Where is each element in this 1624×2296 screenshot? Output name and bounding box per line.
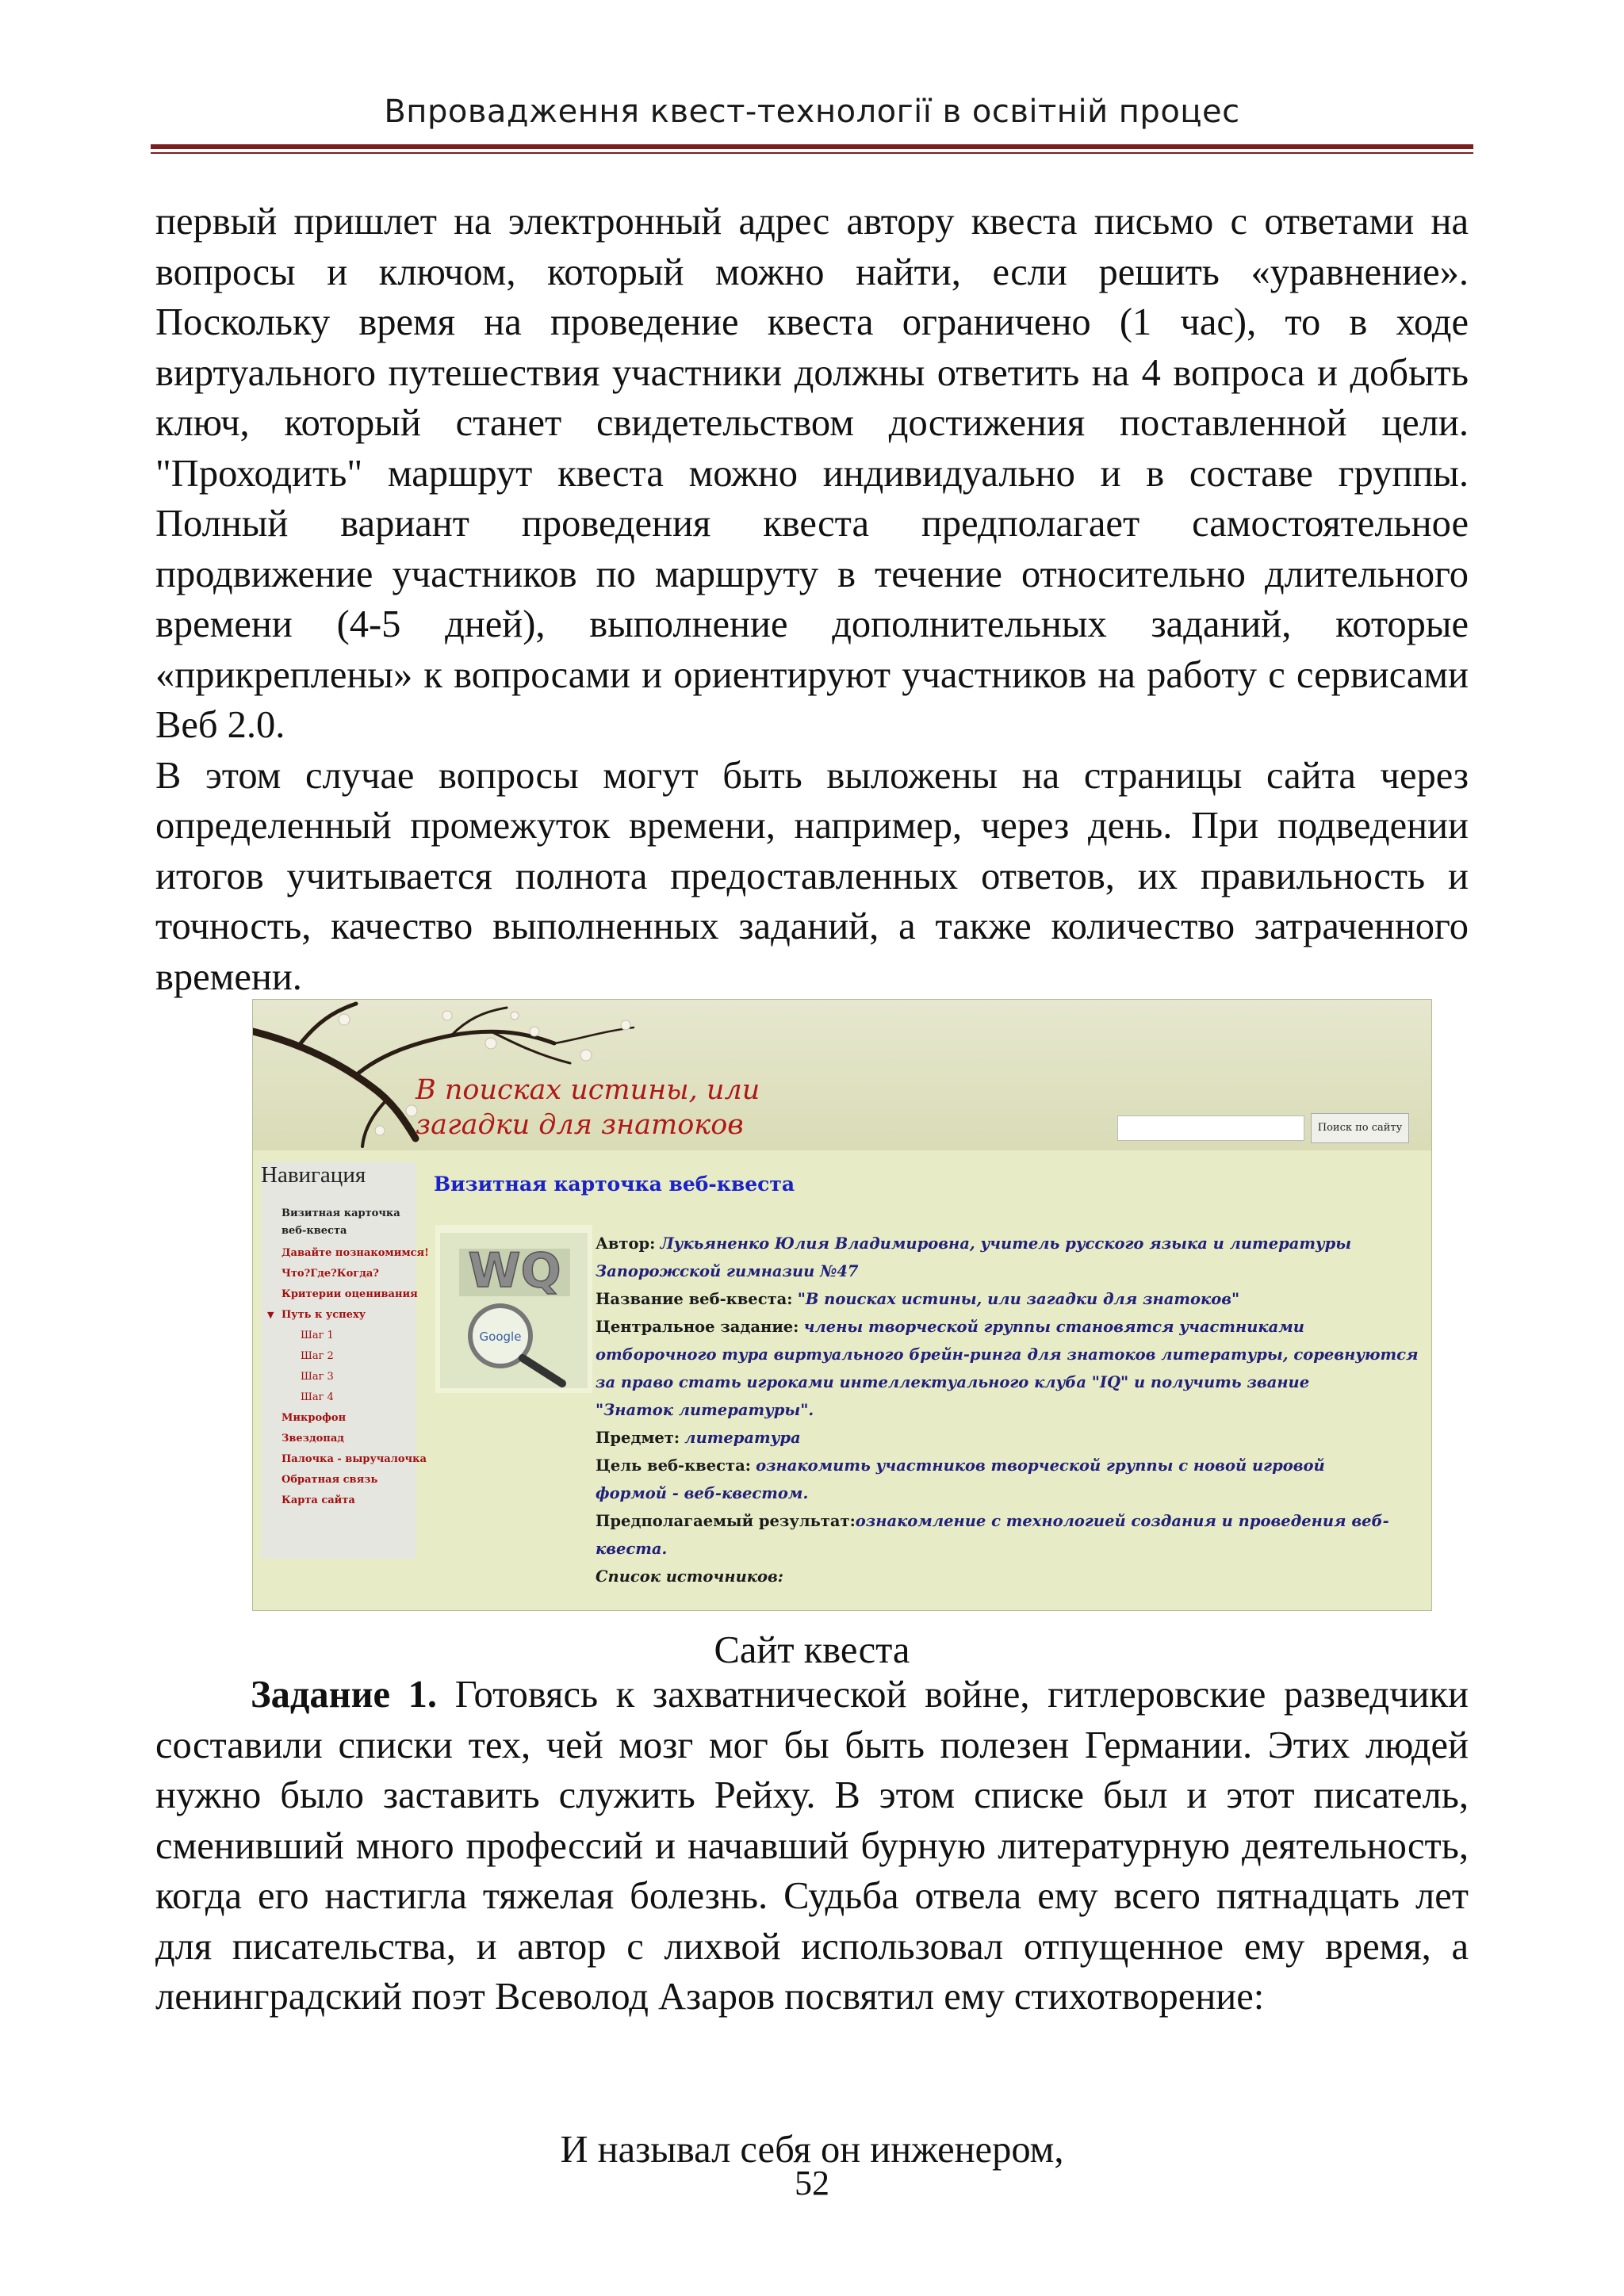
nav-item-starfall[interactable]: Звездопад [282, 1433, 344, 1445]
nav-item-criteria[interactable]: Критерии оценивания [282, 1288, 418, 1300]
nav-item-what-where-when[interactable]: Что?Где?Когда? [282, 1268, 379, 1280]
goal-label: Цель веб-квеста: [596, 1456, 751, 1475]
site-sidebar [261, 1162, 429, 1559]
running-header: Впровадження квест-технології в освітній процес [384, 94, 1240, 130]
author-value: Лукьяненко Юлия Владимировна, учитель русского языка и литературы [660, 1234, 1352, 1253]
figure-caption: Сайт квеста [714, 1629, 910, 1671]
quest-name-label: Название веб-квеста: [596, 1290, 793, 1308]
subject-label: Предмет: [596, 1429, 680, 1447]
site-search-button[interactable]: Поиск по сайту [1311, 1113, 1409, 1143]
verse-line: И называл себя он инженером, [560, 2129, 1064, 2171]
nav-item-step-1[interactable]: Шаг 1 [301, 1330, 334, 1341]
header-rule [151, 144, 1473, 149]
nav-item-intro[interactable]: Давайте познакомимся! [282, 1247, 429, 1259]
nav-list [267, 1205, 429, 1511]
card-title: Визитная карточка веб-квеста [434, 1173, 795, 1196]
paragraph-1 [155, 197, 1469, 1002]
nav-heading: Навигация [261, 1162, 366, 1188]
logo-google-text: Google [479, 1330, 522, 1344]
nav-item-sitemap[interactable]: Карта сайта [282, 1494, 355, 1506]
paragraph-2 [155, 1670, 1469, 2022]
task-heading: Задание 1. [251, 1674, 438, 1716]
magnifier-icon [435, 1225, 592, 1393]
goal-value-2: формой - веб-квестом. [596, 1484, 809, 1502]
central-task-label: Центральное задание: [596, 1318, 799, 1336]
quest-name-value: "В поисках истины, или загадки для знатоков" [797, 1290, 1240, 1308]
logo-wq-text: WQ [468, 1243, 561, 1299]
paragraph-1-part-2: В этом случае вопросы могут быть выложены на страницы сайта через определенный промежуток времени, например, через день. При подведении итогов учитывается полнота предоставленных ответов, их правильность и точность, качество выполненных заданий, а также количество затраченного времени. [155, 754, 1469, 998]
result-value-2: квеста. [596, 1540, 668, 1558]
nav-item-magic-wand[interactable]: Палочка - выручалочка [282, 1453, 427, 1465]
central-task-value-2: отборочного тура виртуального брейн-ринга для знатоков литературы, соревнуются [596, 1345, 1419, 1364]
subject-value: литература [684, 1429, 801, 1447]
nav-item-microphone[interactable]: Микрофон [282, 1412, 347, 1424]
site-title-line-1: В поисках истины, или [416, 1074, 760, 1106]
nav-item-step-2[interactable]: Шаг 2 [301, 1350, 334, 1362]
author-value-2: Запорожской гимназии №47 [596, 1262, 859, 1280]
nav-item-path[interactable] [267, 1305, 416, 1326]
central-task-value-3: за право стать игроками интеллектуального клуба "IQ" и получить звание [596, 1373, 1310, 1391]
header-rule-thin [151, 152, 1473, 154]
expand-triangle-icon: ▼ [267, 1310, 274, 1320]
task-text: Готовясь к захватнической войне, гитлеровские разведчики составили списки тех, чей мозг мог бы быть полезен Германии. Этих людей нужно было заставить служить Рейху. В этом списке был и этот писатель, сменивший много профессий и начавший бурную литературную деятельность, когда его настигла тяжелая болезнь. Судьба отвела ему всего пятнадцать лет для писательства, и автор с лихвой использовал отпущенное ему время, а ленинградский поэт Всеволод Азаров посвятил ему стихотворение: [155, 1674, 1469, 2018]
result-value-1: ознакомление с технологией создания и проведения веб- [855, 1512, 1389, 1530]
page-number: 52 [795, 2164, 829, 2202]
card-body [596, 1230, 1419, 1590]
nav-item-card[interactable]: Визитная карточка веб-квеста [282, 1207, 400, 1237]
result-label: Предполагаемый результат: [596, 1512, 856, 1530]
paragraph-1-part-1: первый пришлет на электронный адрес автору квеста письмо с ответами на вопросы и ключом, который можно найти, если решить «уравнение». Поскольку время на проведение квеста ограничено (1 час), то в ходе виртуального путешествия участники должны ответить на 4 вопроса и добыть ключ, который станет свидетельством достижения поставленной цели. "Проходить" маршрут квеста можно индивидуально и в составе группы. Полный вариант проведения квеста предполагает самостоятельное продвижение участников по маршруту в течение относительно длительного времени (4-5 дней), выполнение дополнительных заданий, которые «прикреплены» к вопросами и ориентируют участников на работу с сервисами Веб 2.0. [155, 201, 1469, 746]
site-title [416, 1073, 760, 1142]
sources-label: Список источников: [596, 1567, 783, 1586]
nav-item-path-label: Путь к успеху [282, 1309, 366, 1321]
webquest-logo [435, 1225, 592, 1393]
nav-item-step-4[interactable]: Шаг 4 [301, 1391, 334, 1403]
nav-item-step-3[interactable]: Шаг 3 [301, 1371, 334, 1383]
central-task-value-1: члены творческой группы становятся участниками [803, 1318, 1304, 1336]
goal-value-1: ознакомить участников творческой группы с новой игровой [756, 1456, 1325, 1475]
site-title-line-2: загадки для знатоков [416, 1109, 744, 1141]
author-label: Автор: [596, 1234, 656, 1253]
nav-item-feedback[interactable]: Обратная связь [282, 1474, 378, 1486]
central-task-value-4: "Знаток литературы". [596, 1401, 814, 1419]
site-search-input[interactable] [1117, 1115, 1304, 1141]
quest-site-screenshot [252, 999, 1432, 1611]
